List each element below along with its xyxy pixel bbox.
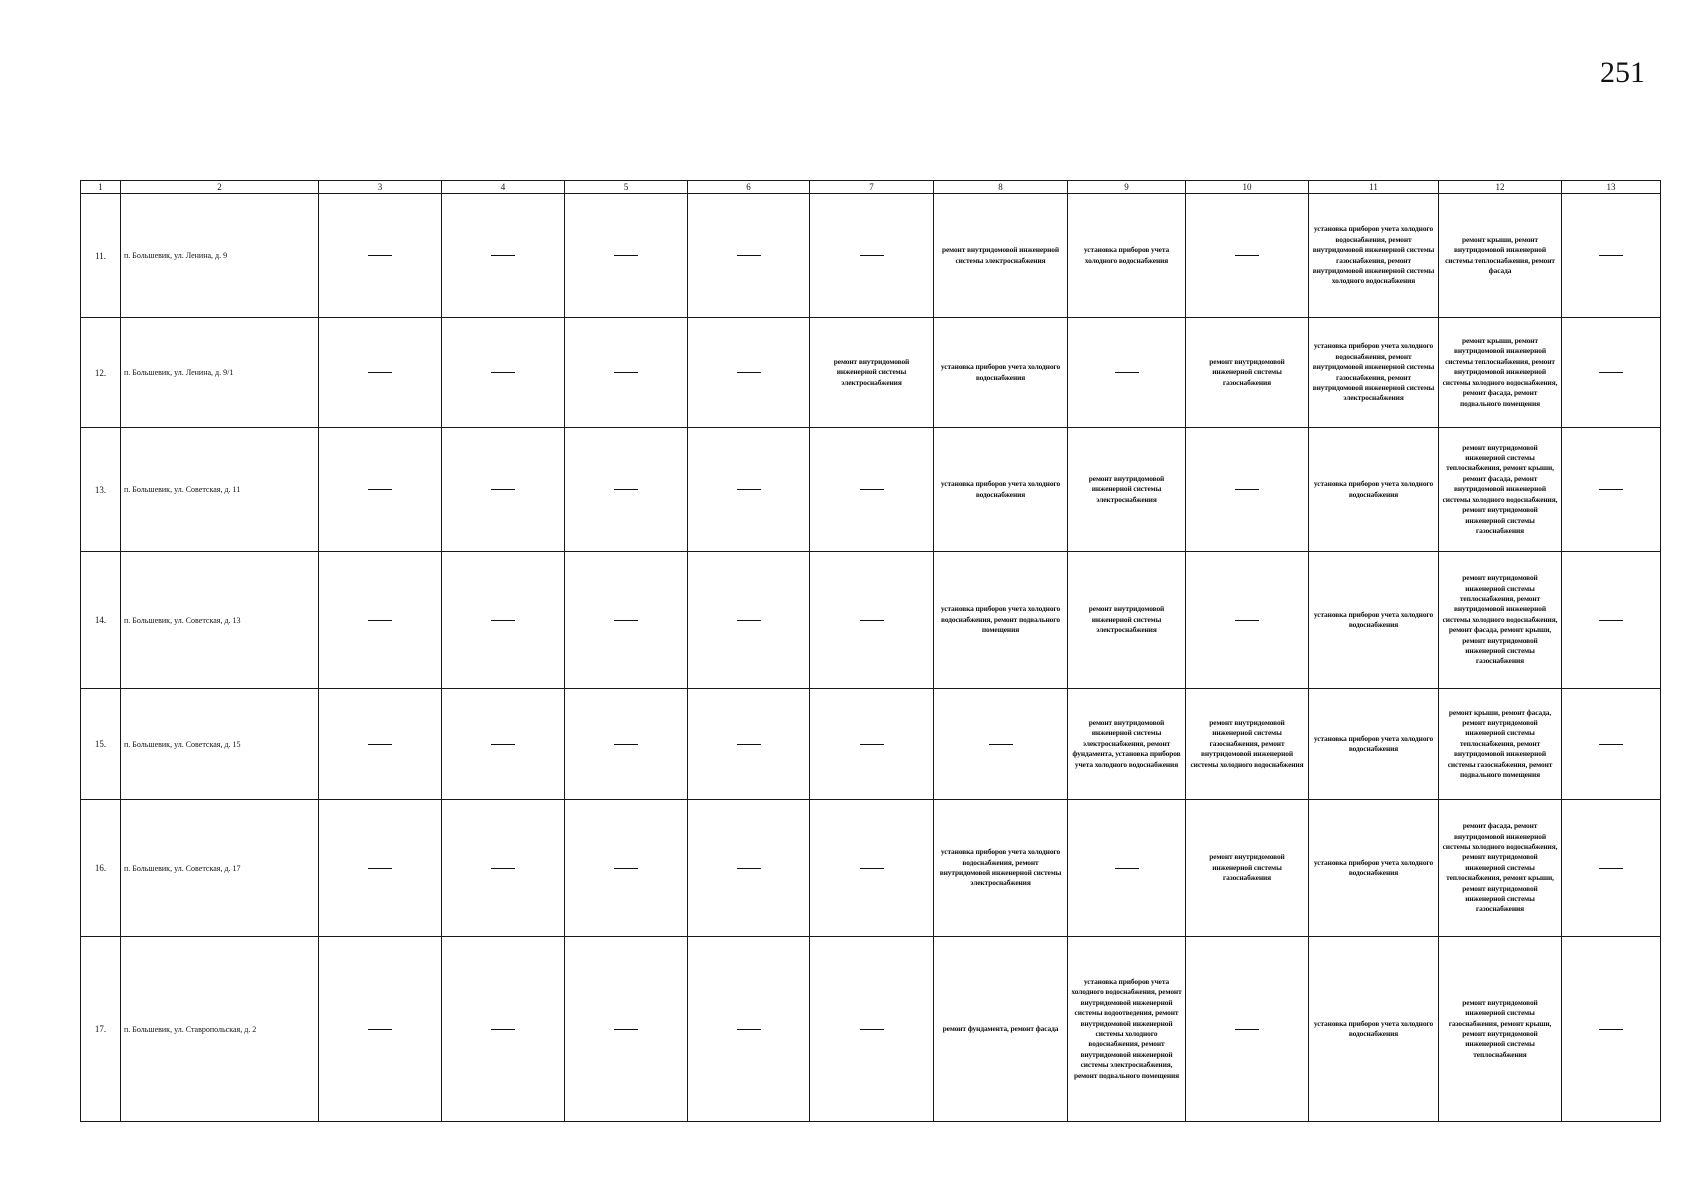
table-row (81, 800, 1661, 937)
dash-mark (614, 1029, 638, 1030)
empty-dash-cell (688, 800, 810, 937)
column-number-9: 9 (1068, 181, 1186, 194)
dash-mark (368, 868, 392, 869)
address-cell: п. Большевик, ул. Ленина, д. 9/1 (121, 318, 319, 428)
table-row (81, 428, 1661, 552)
empty-dash-cell (1186, 552, 1309, 689)
dash-mark (491, 372, 515, 373)
address-cell: п. Большевик, ул. Советская, д. 11 (121, 428, 319, 552)
dash-mark (860, 868, 884, 869)
work-description-cell: ремонт крыши, ремонт фасада, ремонт внутридомовой инженерной системы теплоснабжения, ремонт внутридомовой инженерной системы газоснабжения, ремонт подвального помещения (1439, 689, 1562, 800)
work-description-cell: ремонт внутридомовой инженерной системы теплоснабжения, ремонт внутридомовой инженерной системы холодного водоснабжения, ремонт фасада, ремонт крыши, ремонт внутридомовой инженерной системы газоснабжения (1439, 552, 1562, 689)
dash-mark (989, 744, 1013, 745)
work-description-cell: установка приборов учета холодного водоснабжения, ремонт внутридомовой инженерной системы водоотведения, ремонт внутридомовой инженерной системы холодного водоснабжения, ремонт внутридомовой инженерной системы электроснабжения, ремонт подвального помещения (1068, 937, 1186, 1122)
empty-dash-cell (688, 428, 810, 552)
dash-mark (860, 255, 884, 256)
dash-mark (1599, 1029, 1623, 1030)
dash-mark (737, 255, 761, 256)
empty-dash-cell (565, 689, 688, 800)
dash-mark (368, 489, 392, 490)
capital-repair-table (80, 180, 1660, 1122)
empty-dash-cell (565, 428, 688, 552)
column-number-row (81, 181, 1661, 194)
empty-dash-cell (442, 552, 565, 689)
dash-mark (860, 489, 884, 490)
dash-mark (737, 489, 761, 490)
empty-dash-cell (565, 194, 688, 318)
dash-mark (1235, 1029, 1259, 1030)
work-description-cell: установка приборов учета холодного водоснабжения (1309, 800, 1439, 937)
page-number: 251 (1600, 56, 1645, 89)
dash-mark (737, 868, 761, 869)
table-row (81, 318, 1661, 428)
table-row (81, 552, 1661, 689)
dash-mark (614, 372, 638, 373)
column-number-10: 10 (1186, 181, 1309, 194)
column-number-7: 7 (810, 181, 934, 194)
empty-dash-cell (934, 689, 1068, 800)
work-description-cell: установка приборов учета холодного водоснабжения, ремонт внутридомовой инженерной системы газоснабжения, ремонт внутридомовой инженерной системы электроснабжения (1309, 318, 1439, 428)
table-body (81, 194, 1661, 1122)
row-number: 16. (81, 800, 121, 937)
dash-mark (860, 1029, 884, 1030)
dash-mark (614, 744, 638, 745)
empty-dash-cell (565, 800, 688, 937)
work-description-cell: установка приборов учета холодного водоснабжения (1309, 937, 1439, 1122)
empty-dash-cell (1562, 552, 1661, 689)
dash-mark (368, 372, 392, 373)
dash-mark (491, 744, 515, 745)
dash-mark (1115, 372, 1139, 373)
dash-mark (491, 489, 515, 490)
column-number-2: 2 (121, 181, 319, 194)
dash-mark (368, 744, 392, 745)
empty-dash-cell (1562, 800, 1661, 937)
empty-dash-cell (442, 318, 565, 428)
column-number-3: 3 (319, 181, 442, 194)
empty-dash-cell (442, 194, 565, 318)
work-description-cell: установка приборов учета холодного водоснабжения (934, 318, 1068, 428)
dash-mark (491, 620, 515, 621)
address-cell: п. Большевик, ул. Советская, д. 15 (121, 689, 319, 800)
column-number-4: 4 (442, 181, 565, 194)
empty-dash-cell (688, 937, 810, 1122)
work-description-cell: ремонт фасада, ремонт внутридомовой инженерной системы холодного водоснабжения, ремонт внутридомовой инженерной системы теплоснабжения, ремонт крыши, ремонт внутридомовой инженерной системы газоснабжения (1439, 800, 1562, 937)
column-number-5: 5 (565, 181, 688, 194)
row-number: 14. (81, 552, 121, 689)
dash-mark (614, 620, 638, 621)
address-cell: п. Большевик, ул. Ставропольская, д. 2 (121, 937, 319, 1122)
row-number: 17. (81, 937, 121, 1122)
empty-dash-cell (319, 428, 442, 552)
work-description-cell: ремонт внутридомовой инженерной системы газоснабжения (1186, 800, 1309, 937)
work-description-cell: ремонт внутридомовой инженерной системы электроснабжения, ремонт фундамента, установка приборов учета холодного водоснабжения (1068, 689, 1186, 800)
work-description-cell: установка приборов учета холодного водоснабжения, ремонт внутридомовой инженерной системы газоснабжения, ремонт внутридомовой инженерной системы холодного водоснабжения (1309, 194, 1439, 318)
dash-mark (368, 620, 392, 621)
work-description-cell: установка приборов учета холодного водоснабжения (1309, 552, 1439, 689)
empty-dash-cell (1562, 689, 1661, 800)
work-description-cell: ремонт внутридомовой инженерной системы электроснабжения (1068, 552, 1186, 689)
work-description-cell: ремонт внутридомовой инженерной системы газоснабжения (1186, 318, 1309, 428)
empty-dash-cell (442, 689, 565, 800)
column-number-6: 6 (688, 181, 810, 194)
dash-mark (1599, 372, 1623, 373)
row-number: 15. (81, 689, 121, 800)
dash-mark (1599, 489, 1623, 490)
dash-mark (491, 1029, 515, 1030)
empty-dash-cell (442, 428, 565, 552)
empty-dash-cell (319, 937, 442, 1122)
work-description-cell: ремонт внутридомовой инженерной системы электроснабжения (934, 194, 1068, 318)
empty-dash-cell (1562, 937, 1661, 1122)
table-row (81, 937, 1661, 1122)
empty-dash-cell (688, 689, 810, 800)
work-description-cell: установка приборов учета холодного водоснабжения (1309, 689, 1439, 800)
dash-mark (1235, 489, 1259, 490)
dash-mark (737, 744, 761, 745)
dash-mark (860, 620, 884, 621)
dash-mark (491, 868, 515, 869)
dash-mark (614, 868, 638, 869)
empty-dash-cell (1186, 937, 1309, 1122)
column-number-12: 12 (1439, 181, 1562, 194)
empty-dash-cell (1186, 428, 1309, 552)
empty-dash-cell (1186, 194, 1309, 318)
empty-dash-cell (810, 428, 934, 552)
work-description-cell: ремонт внутридомовой инженерной системы теплоснабжения, ремонт крыши, ремонт фасада, ремонт внутридомовой инженерной системы холодного водоснабжения, ремонт внутридомовой инженерной системы газоснабжения (1439, 428, 1562, 552)
dash-mark (1599, 868, 1623, 869)
work-description-cell: установка приборов учета холодного водоснабжения (1068, 194, 1186, 318)
empty-dash-cell (1562, 194, 1661, 318)
column-number-8: 8 (934, 181, 1068, 194)
dash-mark (737, 1029, 761, 1030)
work-description-cell: ремонт фундамента, ремонт фасада (934, 937, 1068, 1122)
empty-dash-cell (810, 552, 934, 689)
work-description-cell: установка приборов учета холодного водоснабжения (1309, 428, 1439, 552)
empty-dash-cell (1562, 428, 1661, 552)
dash-mark (1235, 620, 1259, 621)
column-number-1: 1 (81, 181, 121, 194)
dash-mark (1599, 255, 1623, 256)
work-description-cell: ремонт внутридомовой инженерной системы электроснабжения (810, 318, 934, 428)
empty-dash-cell (1562, 318, 1661, 428)
empty-dash-cell (810, 689, 934, 800)
dash-mark (368, 255, 392, 256)
empty-dash-cell (1068, 800, 1186, 937)
empty-dash-cell (565, 937, 688, 1122)
work-description-cell: ремонт внутридомовой инженерной системы электроснабжения (1068, 428, 1186, 552)
column-number-13: 13 (1562, 181, 1661, 194)
row-number: 12. (81, 318, 121, 428)
dash-mark (1599, 744, 1623, 745)
empty-dash-cell (688, 552, 810, 689)
empty-dash-cell (688, 318, 810, 428)
row-number: 13. (81, 428, 121, 552)
dash-mark (1115, 868, 1139, 869)
dash-mark (614, 489, 638, 490)
work-description-cell: установка приборов учета холодного водоснабжения (934, 428, 1068, 552)
dash-mark (737, 620, 761, 621)
dash-mark (1235, 255, 1259, 256)
empty-dash-cell (442, 800, 565, 937)
address-cell: п. Большевик, ул. Советская, д. 17 (121, 800, 319, 937)
empty-dash-cell (810, 800, 934, 937)
dash-mark (737, 372, 761, 373)
dash-mark (614, 255, 638, 256)
row-number: 11. (81, 194, 121, 318)
empty-dash-cell (565, 318, 688, 428)
empty-dash-cell (319, 552, 442, 689)
empty-dash-cell (319, 689, 442, 800)
address-cell: п. Большевик, ул. Советская, д. 13 (121, 552, 319, 689)
table-row (81, 689, 1661, 800)
dash-mark (1599, 620, 1623, 621)
work-description-cell: ремонт крыши, ремонт внутридомовой инженерной системы теплоснабжения, ремонт фасада (1439, 194, 1562, 318)
empty-dash-cell (319, 194, 442, 318)
repair-plan-table (80, 180, 1661, 1122)
work-description-cell: установка приборов учета холодного водоснабжения, ремонт подвального помещения (934, 552, 1068, 689)
address-cell: п. Большевик, ул. Ленина, д. 9 (121, 194, 319, 318)
empty-dash-cell (565, 552, 688, 689)
empty-dash-cell (442, 937, 565, 1122)
table-row (81, 194, 1661, 318)
work-description-cell: ремонт внутридомовой инженерной системы газоснабжения, ремонт крыши, ремонт внутридомовой инженерной системы теплоснабжения (1439, 937, 1562, 1122)
column-number-11: 11 (1309, 181, 1439, 194)
work-description-cell: установка приборов учета холодного водоснабжения, ремонт внутридомовой инженерной системы электроснабжения (934, 800, 1068, 937)
dash-mark (491, 255, 515, 256)
dash-mark (368, 1029, 392, 1030)
empty-dash-cell (688, 194, 810, 318)
empty-dash-cell (810, 937, 934, 1122)
empty-dash-cell (810, 194, 934, 318)
dash-mark (860, 744, 884, 745)
empty-dash-cell (1068, 318, 1186, 428)
empty-dash-cell (319, 800, 442, 937)
work-description-cell: ремонт внутридомовой инженерной системы газоснабжения, ремонт внутридомовой инженерной системы холодного водоснабжения (1186, 689, 1309, 800)
work-description-cell: ремонт крыши, ремонт внутридомовой инженерной системы теплоснабжения, ремонт внутридомовой инженерной системы холодного водоснабжения, ремонт фасада, ремонт подвального помещения (1439, 318, 1562, 428)
empty-dash-cell (319, 318, 442, 428)
